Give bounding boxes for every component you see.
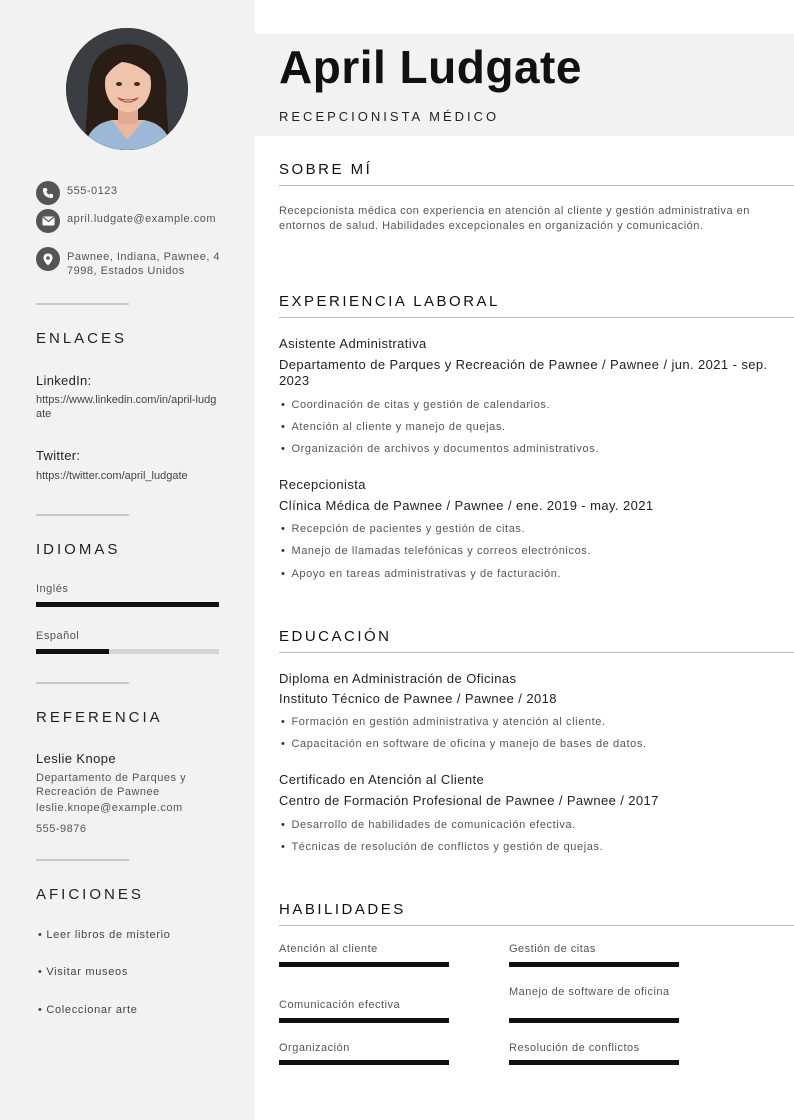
education-bullet: • Formación en gestión administrativa y atención al cliente. (281, 716, 606, 728)
job-title: Asistente Administrativa (279, 336, 427, 351)
hobby-item: • Coleccionar arte (38, 1004, 138, 1016)
language-level-bar (36, 649, 219, 654)
contact-phone (36, 184, 221, 205)
education-bullet: • Técnicas de resolución de conflictos y gestión de quejas. (281, 841, 603, 853)
hobby-item: • Leer libros de misterio (38, 929, 171, 941)
section-rule (279, 925, 794, 926)
job-details: Clínica Médica de Pawnee / Pawnee / ene. 2019 - may. 2021 (279, 498, 654, 513)
sidebar-divider (36, 303, 129, 305)
skill-name: Organización (279, 1042, 350, 1054)
mail-icon (36, 209, 60, 233)
job-details: Departamento de Parques y Recreación de Pawnee / Pawnee / jun. 2021 - sep. 2023 (279, 357, 768, 388)
skill-level-bar (279, 1060, 449, 1065)
avatar (66, 28, 188, 150)
reference-heading: REFERENCIA (36, 709, 163, 726)
section-rule (279, 317, 794, 318)
phone-text: 555-0123 (67, 185, 118, 197)
job-bullet: • Organización de archivos y documentos administrativos. (281, 443, 599, 455)
linkedin-link[interactable]: https://www.linkedin.com/in/april-ludgate (36, 394, 217, 420)
experience-heading: EXPERIENCIA LABORAL (279, 293, 500, 310)
twitter-label: Twitter: (36, 448, 81, 463)
languages-heading: IDIOMAS (36, 541, 121, 558)
candidate-role: RECEPCIONISTA MÉDICO (279, 109, 500, 124)
education-details: Centro de Formación Profesional de Pawnee / Pawnee / 2017 (279, 793, 659, 808)
email-text[interactable]: april.ludgate@example.com (67, 213, 217, 225)
sidebar-divider (36, 682, 129, 684)
skill-level-bar (279, 962, 449, 967)
skill-name: Gestión de citas (509, 943, 596, 955)
sidebar-divider (36, 514, 129, 516)
section-rule (279, 652, 794, 653)
reference-phone: 555-9876 (36, 823, 87, 835)
contact-email[interactable] (36, 212, 221, 233)
section-rule (279, 185, 794, 186)
skill-level-bar (279, 1018, 449, 1023)
contact-address (36, 250, 221, 278)
language-name: Español (36, 630, 80, 642)
language-level-bar (36, 602, 219, 607)
twitter-link[interactable]: https://twitter.com/april_ludgate (36, 470, 188, 482)
about-text: Recepcionista médica con experiencia en atención al cliente y gestión administrativa en entornos de salud. Habilidades excepcionales en organización y comunicación. (279, 205, 750, 232)
education-title: Certificado en Atención al Cliente (279, 772, 485, 787)
job-bullet: • Atención al cliente y manejo de quejas. (281, 421, 506, 433)
language-name: Inglés (36, 583, 69, 595)
skill-level-bar (509, 962, 679, 967)
job-title: Recepcionista (279, 477, 366, 492)
reference-name: Leslie Knope (36, 751, 116, 766)
skill-name: Resolución de conflictos (509, 1042, 640, 1054)
hobby-item: • Visitar museos (38, 966, 129, 978)
candidate-name: April Ludgate (279, 41, 582, 93)
skill-level-bar (509, 1060, 679, 1065)
education-heading: EDUCACIÓN (279, 628, 392, 645)
job-bullet: • Manejo de llamadas telefónicas y correos electrónicos. (281, 545, 591, 557)
job-bullet: • Coordinación de citas y gestión de calendarios. (281, 399, 550, 411)
education-bullet: • Desarrollo de habilidades de comunicación efectiva. (281, 819, 576, 831)
reference-organization: Departamento de Parques y Recreación de Pawnee (36, 772, 187, 798)
education-bullet: • Capacitación en software de oficina y manejo de bases de datos. (281, 738, 647, 750)
phone-icon (36, 181, 60, 205)
job-bullet: • Apoyo en tareas administrativas y de facturación. (281, 568, 561, 580)
education-details: Instituto Técnico de Pawnee / Pawnee / 2018 (279, 691, 557, 706)
linkedin-label: LinkedIn: (36, 373, 92, 388)
skill-name: Comunicación efectiva (279, 999, 401, 1011)
sidebar-divider (36, 859, 129, 861)
location-icon (36, 247, 60, 271)
job-bullet: • Recepción de pacientes y gestión de citas. (281, 523, 525, 535)
about-heading: SOBRE MÍ (279, 161, 373, 178)
skill-name: Atención al cliente (279, 943, 378, 955)
links-heading: ENLACES (36, 330, 128, 347)
reference-email[interactable]: leslie.knope@example.com (36, 802, 183, 814)
skill-name: Manejo de software de oficina (509, 986, 670, 998)
hobbies-heading: AFICIONES (36, 886, 144, 903)
education-title: Diploma en Administración de Oficinas (279, 671, 517, 686)
sidebar (0, 0, 255, 1120)
address-text: Pawnee, Indiana, Pawnee, 47998, Estados Unidos (67, 251, 221, 277)
skill-level-bar (509, 1018, 679, 1023)
skills-heading: HABILIDADES (279, 901, 406, 918)
